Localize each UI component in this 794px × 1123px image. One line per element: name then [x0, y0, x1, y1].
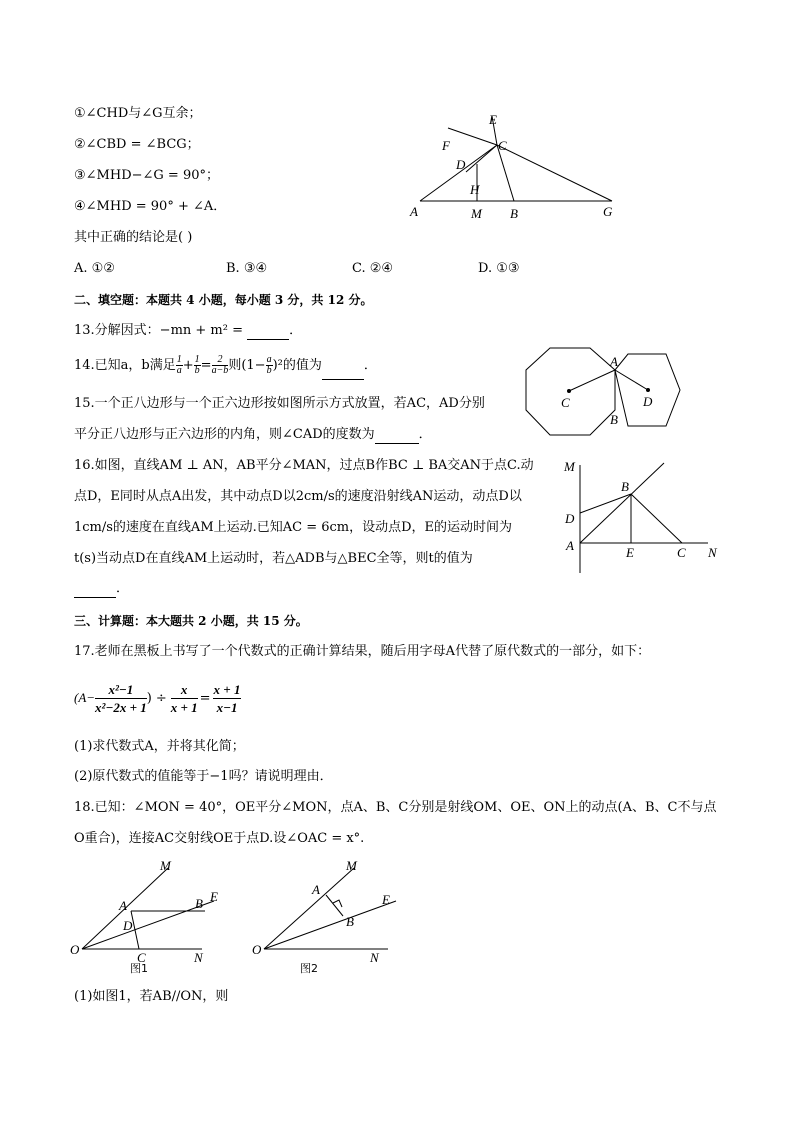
q18-line1: 18.已知：∠MON = 40°，OE平分∠MON，点A、B、C分别是射线OM、OE、ON上的动点(A、B、C不与点	[74, 800, 717, 815]
q16-line3: 1cm/s的速度在直线AM上运动.已知AC = 6cm，设动点D，E的运动时间为	[74, 520, 513, 535]
q17-frac-1: $\frac{\text{x²−1}}{\text{x²−2x + 1}}$	[95, 682, 147, 715]
label-A: A	[566, 538, 574, 553]
q14-mid: 则(1−	[228, 358, 266, 373]
q17-open: (A−	[74, 690, 96, 705]
label-A: A	[410, 204, 418, 219]
q12-prompt: 其中正确的结论是( )	[74, 230, 193, 245]
q13	[74, 322, 302, 340]
q13-answer-blank[interactable]	[247, 325, 289, 340]
q17-div: ÷	[155, 691, 167, 706]
q12-item-2: ②∠CBD = ∠BCG；	[74, 137, 200, 152]
q18-part1: (1)如图1，若AB//ON，则	[74, 989, 229, 1004]
q15-figure	[520, 340, 690, 440]
q12-item-3: ③∠MHD−∠G = 90°；	[74, 168, 219, 183]
q13-end: ．	[289, 323, 303, 338]
label-F: F	[442, 138, 450, 153]
q14-frac-2: $\frac{1}{b}$	[194, 354, 200, 376]
label-B: B	[195, 896, 203, 911]
q17-intro: 17.老师在黑板上书写了一个代数式的正确计算结果，随后用字母A代替了原代数式的一部分，如下：	[74, 644, 651, 659]
q12-figure	[400, 108, 630, 223]
label-C: C	[498, 138, 507, 153]
q14-frac-1: $\frac{1}{a}$	[176, 354, 182, 376]
label-B: B	[510, 206, 518, 221]
q14-frac-3: $\frac{2}{a-b}$	[211, 354, 229, 376]
q16-line2: 点D，E同时从点A出发，其中动点D以2cm/s的速度沿射线AN运动，动点D以	[74, 489, 522, 504]
q12-item-4: ④∠MHD = 90° + ∠A．	[74, 199, 227, 214]
label-C: C	[677, 545, 686, 560]
q17-part2: (2)原代数式的值能等于−1吗？请说明理由．	[74, 769, 333, 784]
q16-line1: 16.如图，直线AM ⊥ AN，AB平分∠MAN，过点B作BC ⊥ BA交AN于点C.动	[74, 458, 534, 473]
q15-line2	[74, 426, 432, 444]
fig1-caption: 图1	[130, 962, 148, 975]
q14-end: ．	[363, 358, 377, 373]
fig2-caption: 图2	[300, 962, 318, 975]
label-B: B	[621, 479, 629, 494]
q17-formula	[74, 678, 241, 719]
q12-option-d: D. ①③	[478, 261, 520, 276]
q12-option-b: B. ③④	[226, 261, 268, 276]
q12-option-c: C. ②④	[352, 261, 394, 276]
q18-figure-1	[68, 858, 233, 978]
q16-line4: t(s)当动点D在直线AM上运动时，若△ADB与△BEC全等，则t的值为	[74, 551, 473, 566]
label-A: A	[610, 354, 618, 369]
q17-frac-3: $\frac{x + 1}{x-1}$	[213, 682, 241, 715]
q15-end: ．	[418, 427, 432, 442]
label-O: O	[252, 942, 262, 957]
section3-title: 三、计算题：本大题共 2 小题，共 15 分。	[74, 614, 308, 628]
q17-part1: (1)求代数式A，并将其化简；	[74, 739, 245, 754]
q17-close: )	[146, 691, 152, 706]
q12-option-a: A. ①②	[74, 261, 115, 276]
q17-frac-2: $\frac{x}{x + 1}$	[170, 682, 198, 715]
label-G: G	[603, 204, 613, 219]
label-O: O	[70, 942, 80, 957]
q13-text: 13.分解因式：−mn + m² =	[74, 323, 248, 338]
q12-item-1: ①∠CHD与∠G互余；	[74, 106, 202, 121]
label-M: M	[346, 858, 357, 873]
q16-end: ．	[116, 581, 130, 596]
label-N: N	[370, 950, 379, 965]
section2-title: 二、填空题：本题共 4 小题，每小题 3 分，共 12 分。	[74, 293, 373, 307]
label-A: A	[119, 898, 127, 913]
q14-frac-4: $\frac{a}{b}$	[266, 354, 272, 376]
q14-pre: 14.已知a，b满足	[74, 358, 176, 373]
q15-line2-text: 平分正八边形与正六边形的内角，则∠CAD的度数为	[74, 427, 375, 442]
label-N: N	[194, 950, 203, 965]
label-E: E	[382, 892, 390, 907]
label-B: B	[346, 914, 354, 929]
label-M: M	[160, 858, 171, 873]
label-D: D	[456, 157, 466, 172]
label-D: D	[643, 394, 653, 409]
label-E: E	[626, 545, 634, 560]
label-E: E	[210, 889, 218, 904]
q18-figure-2	[250, 858, 410, 978]
label-M: M	[564, 459, 575, 474]
q18-line2: O重合)，连接AC交射线OE于点D.设∠OAC = x°.	[74, 831, 365, 846]
label-D: D	[565, 511, 575, 526]
q14	[74, 352, 377, 380]
label-D: D	[123, 918, 133, 933]
q16-answer-blank[interactable]	[74, 583, 116, 598]
q12-figure-labels	[409, 112, 613, 221]
label-B: B	[610, 412, 618, 427]
q16-figure	[560, 455, 730, 580]
q14-plus: +	[182, 358, 194, 373]
q14-answer-blank[interactable]	[322, 365, 364, 380]
label-C: C	[137, 950, 146, 965]
q16-answer	[74, 580, 129, 598]
label-H: H	[470, 182, 480, 197]
q15-answer-blank[interactable]	[375, 429, 419, 444]
label-M: M	[471, 206, 482, 221]
label-A: A	[312, 882, 320, 897]
q17-eq: =	[199, 691, 211, 706]
label-E: E	[489, 112, 497, 127]
q14-post: )²的值为	[272, 358, 322, 373]
label-N: N	[708, 545, 717, 560]
q15-line1: 15.一个正八边形与一个正六边形按如图所示方式放置，若AC，AD分别	[74, 396, 485, 411]
label-C: C	[561, 395, 570, 410]
q14-eq: =	[200, 358, 212, 373]
